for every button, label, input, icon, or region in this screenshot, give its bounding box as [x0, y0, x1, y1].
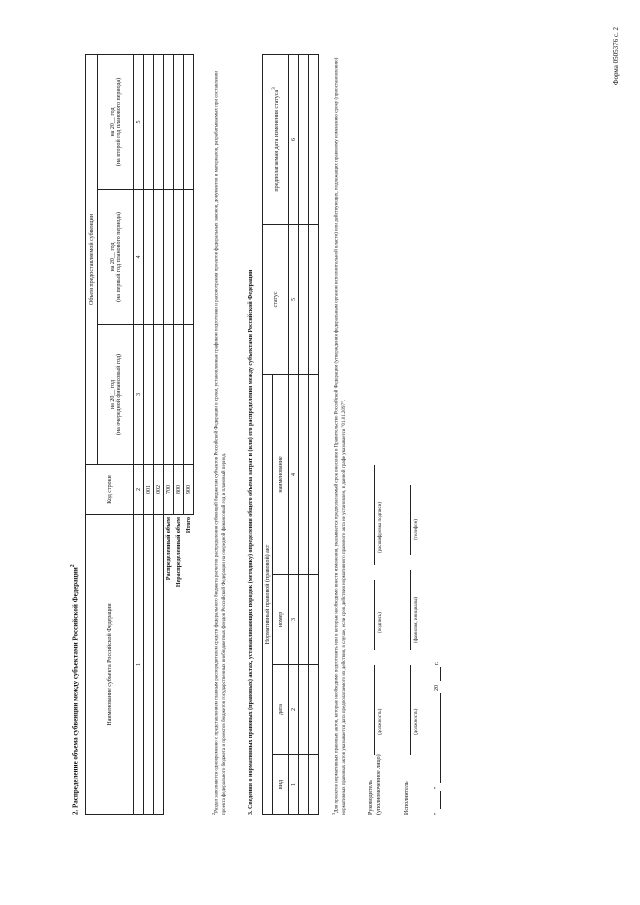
table-cell[interactable] [309, 224, 319, 374]
col-number: 4 [134, 190, 144, 325]
section3-footnote: $^3$Для проектов нормативных правовых актов, которые необходимо подготовить или в которые необходимо внести изменения, указывается предполагаемый срок внесения в Правительство Российской Федерации (утверждения федеральным органом исполнительной власти) или действующих, подлежащих правовому изменению сроку (приостановлению) нормативных правовых актов указывается дата предполагаемого их действия, в случае, если срок действия нормативного правового акта не установлен, в данной графе указывается "01.01.2097". [331, 57, 347, 815]
value-cell[interactable] [164, 190, 174, 325]
table-cell[interactable] [299, 374, 309, 574]
subsidy-distribution-table [85, 54, 194, 815]
row-code-cell: 700 [164, 465, 174, 515]
header-title: наименование [273, 374, 289, 574]
head-sub-label: (уполномоченное лицо) [376, 754, 382, 815]
col-number: 1 [134, 515, 144, 815]
phone-caption: (телефон) [414, 519, 419, 540]
value-cell[interactable] [174, 325, 184, 465]
table-row [144, 55, 154, 815]
date-year-prefix: 20 [434, 685, 440, 691]
header-row-code: Код строки [86, 465, 134, 515]
row-code-cell: 900 [184, 465, 194, 515]
exec-phone-line[interactable] [410, 485, 411, 555]
value-cell[interactable] [144, 325, 154, 465]
table-cell[interactable] [299, 54, 309, 224]
table-cell[interactable] [309, 54, 319, 224]
date-year-line[interactable] [440, 667, 441, 681]
header-status: статус [263, 224, 289, 374]
date-quote-close: " [434, 786, 440, 789]
col-number: 1 [289, 755, 299, 815]
value-cell[interactable] [154, 190, 164, 325]
value-cell[interactable] [174, 55, 184, 190]
exec-position-caption: (должность) [414, 708, 419, 735]
date-day-line[interactable] [440, 791, 441, 809]
value-cell[interactable] [164, 325, 174, 465]
table-cell[interactable] [299, 755, 309, 815]
head-decode-line[interactable] [374, 465, 375, 565]
value-cell[interactable] [174, 190, 184, 325]
header-year1: на 20__ год (на очередной финансовый год) [98, 325, 134, 465]
date-year-suffix: г. [434, 661, 440, 665]
row-code-cell: 800 [174, 465, 184, 515]
head-label: Руководитель [368, 780, 374, 815]
table-row [154, 55, 164, 815]
summary-label: Нераспределенный объем [175, 517, 182, 588]
form-label: Форма 0505376 с. 2 [612, 26, 620, 85]
header-kind: вид [273, 755, 289, 815]
exec-position-line[interactable] [410, 665, 411, 755]
value-cell[interactable] [184, 325, 194, 465]
table-cell[interactable] [299, 224, 309, 374]
col-number: 3 [289, 575, 299, 665]
legal-acts-table [262, 54, 319, 815]
value-cell[interactable] [154, 325, 164, 465]
col-number: 3 [134, 325, 144, 465]
summary-label: Распределенный объем [165, 517, 172, 581]
head-position-line[interactable] [374, 665, 375, 755]
section3-title: 3. Сведения о нормативных правовых (правовых) актах, устанавливающих порядок (методику) определения общего объема затрат и (или) его распределения между субъектами Российской Федерации [248, 269, 254, 815]
header-year3: на 20__ год (на второй год планового периода) [98, 55, 134, 190]
header-date-change: предполагаемая дата изменения статуса$^3$ [263, 54, 289, 224]
table-row [184, 55, 194, 815]
value-cell[interactable] [144, 55, 154, 190]
decode-caption: (расшифровка подписи) [378, 501, 383, 553]
table-cell[interactable] [299, 665, 309, 755]
col-number: 6 [289, 54, 299, 224]
col-number: 2 [289, 665, 299, 755]
header-year2: на 20__ год (на первый год планового периода) [98, 190, 134, 325]
fio-caption: (фамилия, инициалы) [414, 596, 419, 643]
table-row [174, 55, 184, 815]
value-cell[interactable] [144, 190, 154, 325]
row-code-cell: 002 [154, 465, 164, 515]
region-name-cell[interactable] [154, 515, 164, 815]
head-signature-line[interactable] [374, 580, 375, 650]
value-cell[interactable] [164, 55, 174, 190]
header-volume: Объем предоставляемой субвенции [86, 55, 98, 465]
row-code-cell: 001 [144, 465, 154, 515]
col-number: 2 [134, 465, 144, 515]
col-number: 4 [289, 374, 299, 574]
value-cell[interactable] [154, 55, 164, 190]
value-cell[interactable] [184, 190, 194, 325]
table-cell[interactable] [299, 575, 309, 665]
header-date: дата [273, 665, 289, 755]
col-number: 5 [289, 224, 299, 374]
date-month-line[interactable] [440, 693, 441, 783]
table-row [299, 54, 309, 814]
date-quote-open: " [434, 812, 440, 815]
summary-label: Итого [185, 517, 192, 534]
table-cell[interactable] [309, 755, 319, 815]
header-legal-act: Нормативный правовой (правовой) акт [263, 374, 273, 814]
header-number: номер [273, 575, 289, 665]
signature-caption: (подпись) [378, 612, 383, 633]
position-caption: (должность) [378, 708, 383, 735]
region-name-cell[interactable] [144, 515, 154, 815]
exec-fio-line[interactable] [410, 570, 411, 650]
table-cell[interactable] [309, 665, 319, 755]
table-cell[interactable] [309, 374, 319, 574]
table-row [164, 55, 174, 815]
section2-title: 2. Распределение объема субвенции между субъектами Российской Федерации$^2$ [70, 564, 80, 815]
col-number: 5 [134, 55, 144, 190]
table-cell[interactable] [309, 575, 319, 665]
executor-label: Исполнитель [404, 781, 410, 815]
table-row [309, 54, 319, 814]
section2-footnote: $^2$Раздел заполняется одновременно с представлением главным распорядителем средств федерального бюджета расчетов распределения субвенций бюджетам субъектов Российской Федерации в сроки, установленные графиком подготовки и рассмотрения проектов федеральных законов, документов и материалов, разрабатываемых при составлении проекта федерального бюджета и проектов бюджетов государственных внебюджетных фондов Российской Федерации на очередной финансовый год и плановый период. [211, 71, 227, 815]
value-cell[interactable] [184, 55, 194, 190]
header-region-name: Наименование субъекта Российской Федерации [86, 515, 134, 815]
